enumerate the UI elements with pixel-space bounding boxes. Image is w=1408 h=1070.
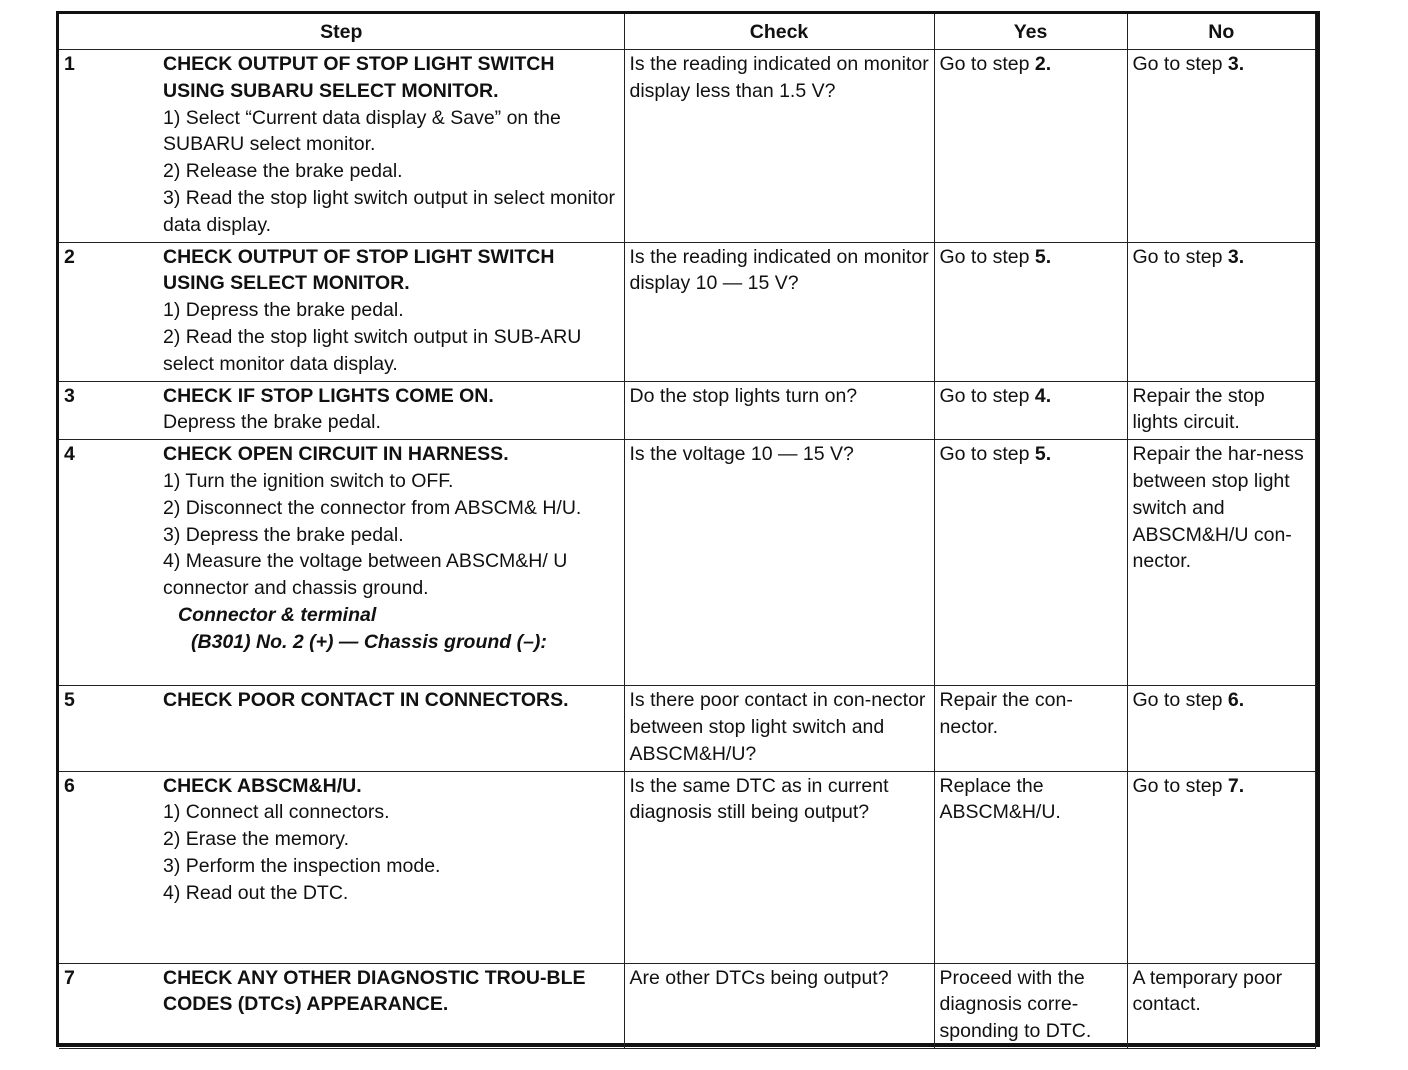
no-cell <box>1127 50 1316 243</box>
yes-prefix: Go to step <box>939 245 1035 268</box>
no-cell: A temporary poor contact. <box>1127 963 1316 1048</box>
table-header-row <box>59 14 1316 50</box>
step-body <box>163 383 615 437</box>
step-instruction: 3) Depress the brake pedal. <box>163 523 404 546</box>
step-instruction: 3) Read the stop light switch output in select monitor data display. <box>163 186 615 236</box>
step-title: CHECK ABSCM&H/U. <box>163 774 362 797</box>
step-instruction: 4) Read out the DTC. <box>163 881 349 904</box>
check-cell: Is the voltage 10 — 15 V? <box>624 440 934 686</box>
check-cell: Is there poor contact in con-nector between stop light switch and ABSCM&H/U? <box>624 686 934 771</box>
yes-cell <box>934 381 1127 440</box>
step-title: CHECK IF STOP LIGHTS COME ON. <box>163 384 494 407</box>
no-prefix: Go to step <box>1132 689 1228 712</box>
no-step-ref: 3. <box>1227 53 1245 75</box>
step-body <box>163 51 615 239</box>
header-step: Step <box>59 14 624 50</box>
yes-step-ref: 5. <box>1034 245 1052 268</box>
no-prefix: Go to step <box>1132 53 1228 75</box>
no-cell <box>1127 686 1316 771</box>
step-cell <box>59 242 624 381</box>
step-number: 5 <box>64 689 75 712</box>
table-row <box>59 963 1316 1048</box>
no-cell <box>1127 242 1316 381</box>
connector-terminal-spec: (B301) No. 2 (+) — Chassis ground (–): <box>191 630 547 653</box>
step-instruction: 2) Disconnect the connector from ABSCM& H/U. <box>163 496 582 519</box>
step-cell <box>59 771 624 963</box>
check-cell: Is the reading indicated on monitor display less than 1.5 V? <box>624 50 934 243</box>
step-body <box>163 965 615 1019</box>
step-number: 3 <box>64 384 75 407</box>
step-body <box>163 687 615 714</box>
step-number: 2 <box>64 245 75 268</box>
no-cell: Repair the har-ness between stop light switch and ABSCM&H/U con-nector. <box>1127 440 1316 686</box>
no-cell: Repair the stop lights circuit. <box>1127 381 1316 440</box>
table-row <box>59 771 1316 963</box>
diagnostic-table <box>59 14 1316 1049</box>
check-cell: Is the same DTC as in current diagnosis still being output? <box>624 771 934 963</box>
step-instruction: 1) Connect all connectors. <box>163 801 390 824</box>
step-instruction: 2) Erase the memory. <box>163 828 350 851</box>
no-prefix: Go to step <box>1132 774 1228 797</box>
step-cell <box>59 686 624 771</box>
yes-prefix: Go to step <box>939 384 1035 407</box>
step-number: 4 <box>64 443 75 466</box>
step-number: 7 <box>64 966 75 989</box>
table-row <box>59 242 1316 381</box>
table-row <box>59 381 1316 440</box>
step-body <box>163 773 615 907</box>
step-title: CHECK OPEN CIRCUIT IN HARNESS. <box>163 443 509 466</box>
check-cell: Is the reading indicated on monitor display 10 — 15 V? <box>624 242 934 381</box>
no-cell <box>1127 771 1316 963</box>
table-row <box>59 440 1316 686</box>
step-body <box>163 244 615 378</box>
header-check: Check <box>624 14 934 50</box>
step-body <box>163 441 615 655</box>
connector-terminal-heading: Connector & terminal <box>178 603 377 626</box>
no-step-ref: 6. <box>1227 689 1245 712</box>
step-number: 1 <box>64 53 75 75</box>
diagnostic-procedure-sheet <box>56 11 1320 1047</box>
yes-prefix: Go to step <box>939 53 1035 75</box>
step-title: CHECK POOR CONTACT IN CONNECTORS. <box>163 689 569 712</box>
step-title: CHECK ANY OTHER DIAGNOSTIC TROU-BLE CODES (DTCs) APPEARANCE. <box>163 966 586 1016</box>
step-instruction: 4) Measure the voltage between ABSCM&H/ U connector and chassis ground. <box>163 550 568 600</box>
yes-step-ref: 4. <box>1034 384 1052 407</box>
no-step-ref: 3. <box>1227 245 1245 268</box>
step-instruction: 3) Perform the inspection mode. <box>163 854 441 877</box>
table-row <box>59 686 1316 771</box>
step-number: 6 <box>64 774 75 797</box>
yes-step-ref: 2. <box>1034 53 1052 75</box>
yes-cell: Replace the ABSCM&H/U. <box>934 771 1127 963</box>
yes-cell <box>934 242 1127 381</box>
step-cell <box>59 50 624 243</box>
check-cell: Do the stop lights turn on? <box>624 381 934 440</box>
step-instruction: 1) Select “Current data display & Save” on the SUBARU select monitor. <box>163 106 561 156</box>
step-cell <box>59 440 624 686</box>
step-instruction: 1) Depress the brake pedal. <box>163 299 404 322</box>
step-instruction: 2) Read the stop light switch output in SUB-ARU select monitor data display. <box>163 325 582 375</box>
step-instruction: 1) Turn the ignition switch to OFF. <box>163 469 454 492</box>
step-cell <box>59 381 624 440</box>
no-prefix: Go to step <box>1132 245 1228 268</box>
yes-cell <box>934 50 1127 243</box>
step-instruction: 2) Release the brake pedal. <box>163 160 403 183</box>
no-step-ref: 7. <box>1227 774 1245 797</box>
yes-cell: Proceed with the diagnosis corre-sponding to DTC. <box>934 963 1127 1048</box>
yes-prefix: Go to step <box>939 443 1035 466</box>
header-no: No <box>1127 14 1316 50</box>
step-title: CHECK OUTPUT OF STOP LIGHT SWITCH USING SUBARU SELECT MONITOR. <box>163 53 555 102</box>
step-instruction: Depress the brake pedal. <box>163 411 381 434</box>
yes-cell <box>934 440 1127 686</box>
yes-step-ref: 5. <box>1034 443 1052 466</box>
yes-cell: Repair the con-nector. <box>934 686 1127 771</box>
check-cell: Are other DTCs being output? <box>624 963 934 1048</box>
step-title: CHECK OUTPUT OF STOP LIGHT SWITCH USING SELECT MONITOR. <box>163 245 555 295</box>
table-row <box>59 50 1316 243</box>
step-cell <box>59 963 624 1048</box>
header-yes: Yes <box>934 14 1127 50</box>
